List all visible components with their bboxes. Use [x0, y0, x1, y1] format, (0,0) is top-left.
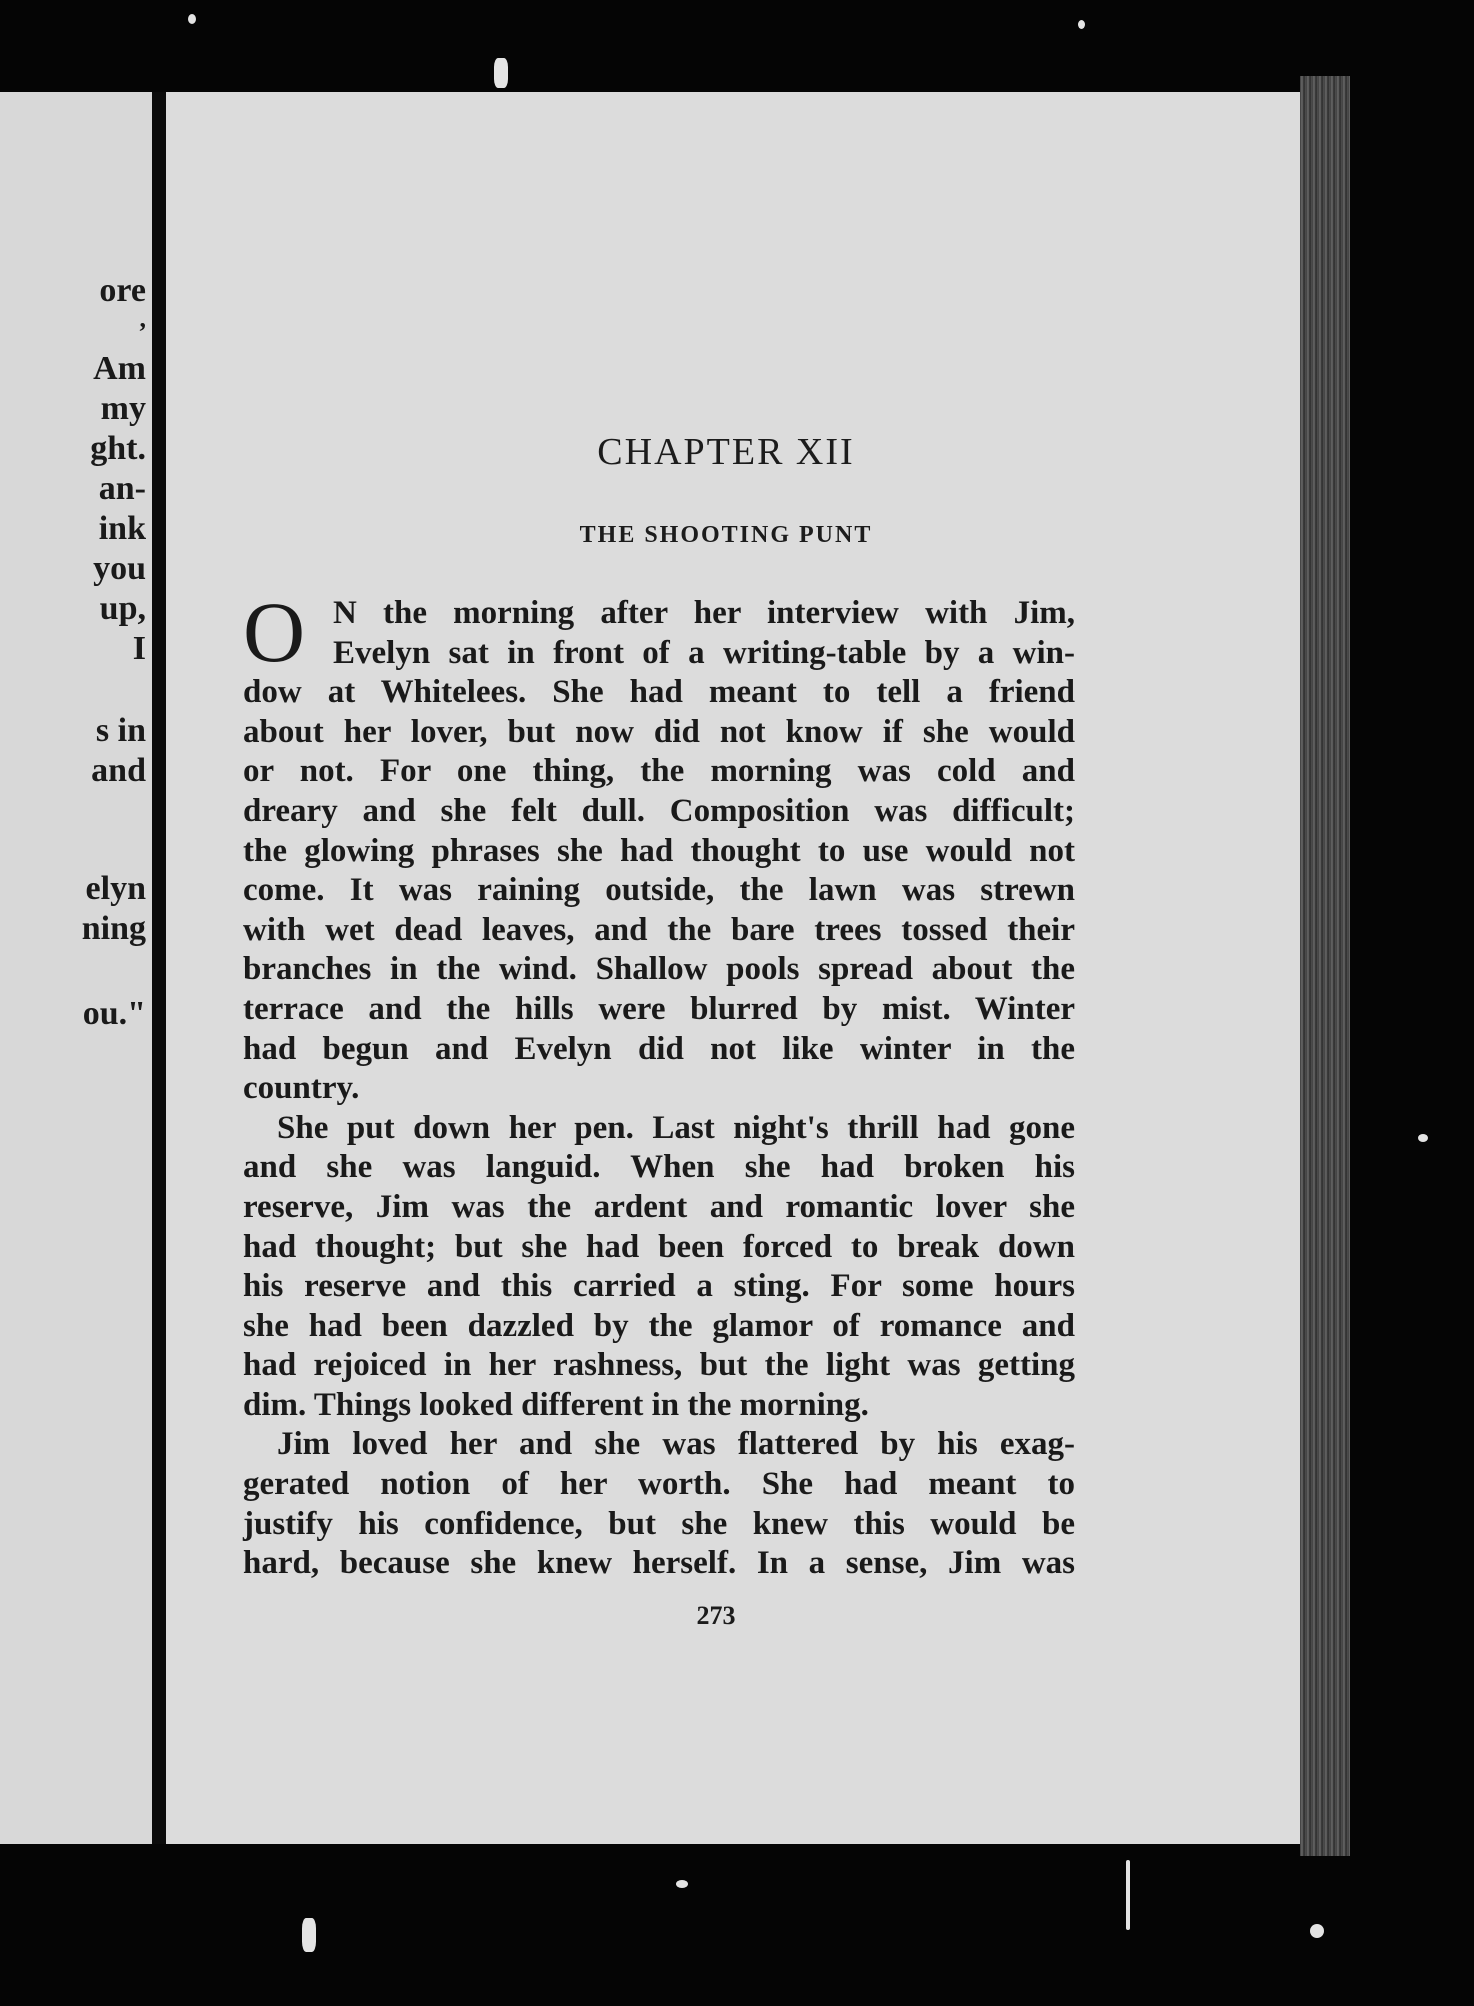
left-fragment: Am: [93, 350, 146, 387]
left-fragment: you: [93, 550, 146, 587]
left-fragment: ink: [98, 510, 146, 547]
left-fragment: ght.: [90, 430, 146, 467]
drop-cap: O: [243, 584, 306, 680]
text-line: or not. For one thing, the morning was cold and: [243, 753, 1075, 790]
left-fragment: ,: [139, 304, 146, 333]
paragraph: [243, 1425, 1075, 1583]
scan-speck: [302, 1918, 316, 1952]
scan-speck: [1078, 20, 1085, 29]
scan-speck: [676, 1880, 688, 1888]
text-line: terrace and the hills were blurred by mist. Winter: [243, 990, 1075, 1027]
left-fragment: I: [132, 630, 146, 667]
page-number: 273: [696, 1601, 736, 1630]
text-line: had thought; but she had been forced to break down: [243, 1228, 1075, 1265]
text-line: dreary and she felt dull. Composition was difficult;: [243, 792, 1075, 829]
text-line: dow at Whitelees. She had meant to tell a friend: [243, 674, 1075, 711]
text-line: N the morning after her interview with Jim,: [333, 595, 1075, 631]
text-line: his reserve and this carried a sting. For some hours: [243, 1268, 1075, 1305]
scan-speck: [188, 14, 196, 24]
text-line: dim. Things looked different in the morning.: [243, 1386, 869, 1423]
left-fragment: and: [91, 752, 146, 789]
text-line: she had been dazzled by the glamor of romance and: [243, 1307, 1075, 1344]
left-fragment: ning: [81, 910, 146, 947]
text-line: gerated notion of her worth. She had meant to: [243, 1466, 1075, 1503]
paragraph: [243, 584, 1075, 1109]
chapter-title: CHAPTER XII: [597, 431, 855, 473]
left-fragment: up,: [99, 590, 146, 627]
text-line: branches in the wind. Shallow pools spread about the: [243, 951, 1075, 988]
text-line: and she was languid. When she had broken his: [243, 1149, 1075, 1186]
text-line: Jim loved her and she was flattered by his exag-: [277, 1426, 1075, 1463]
text-line: Evelyn sat in front of a writing-table by a win-: [333, 634, 1075, 671]
page-edges: [1300, 76, 1350, 1856]
scan-speck: [1126, 1860, 1130, 1930]
text-line: justify his confidence, but she knew this would be: [243, 1505, 1075, 1542]
text-line: country.: [243, 1070, 360, 1107]
body-text: [243, 584, 1075, 1584]
left-fragment: ore: [99, 272, 146, 309]
text-line: reserve, Jim was the ardent and romantic lover she: [243, 1188, 1075, 1225]
text-line: hard, because she knew herself. In a sense, Jim was: [243, 1545, 1075, 1582]
paragraph: [243, 1109, 1075, 1426]
text-line: had begun and Evelyn did not like winter in the: [243, 1030, 1075, 1067]
book-gutter: [152, 92, 166, 1844]
scan-speck: [1418, 1134, 1428, 1142]
left-fragment: s in: [95, 712, 146, 749]
previous-page-fragment: [0, 92, 152, 1844]
text-line: about her lover, but now did not know if she would: [243, 713, 1075, 750]
text-line: had rejoiced in her rashness, but the light was getting: [243, 1347, 1075, 1384]
left-fragment: an-: [98, 470, 146, 507]
chapter-subtitle: THE SHOOTING PUNT: [579, 522, 873, 548]
text-line: come. It was raining outside, the lawn was strewn: [243, 872, 1075, 909]
left-fragment: ou.": [82, 995, 146, 1032]
left-fragment: my: [100, 390, 146, 427]
text-line: with wet dead leaves, and the bare trees tossed their: [243, 911, 1075, 948]
scan-speck: [494, 58, 508, 88]
left-fragment: elyn: [85, 870, 146, 907]
text-line: She put down her pen. Last night's thrill had gone: [277, 1109, 1075, 1146]
scan-speck: [1310, 1924, 1324, 1938]
text-line: the glowing phrases she had thought to use would not: [243, 832, 1075, 869]
